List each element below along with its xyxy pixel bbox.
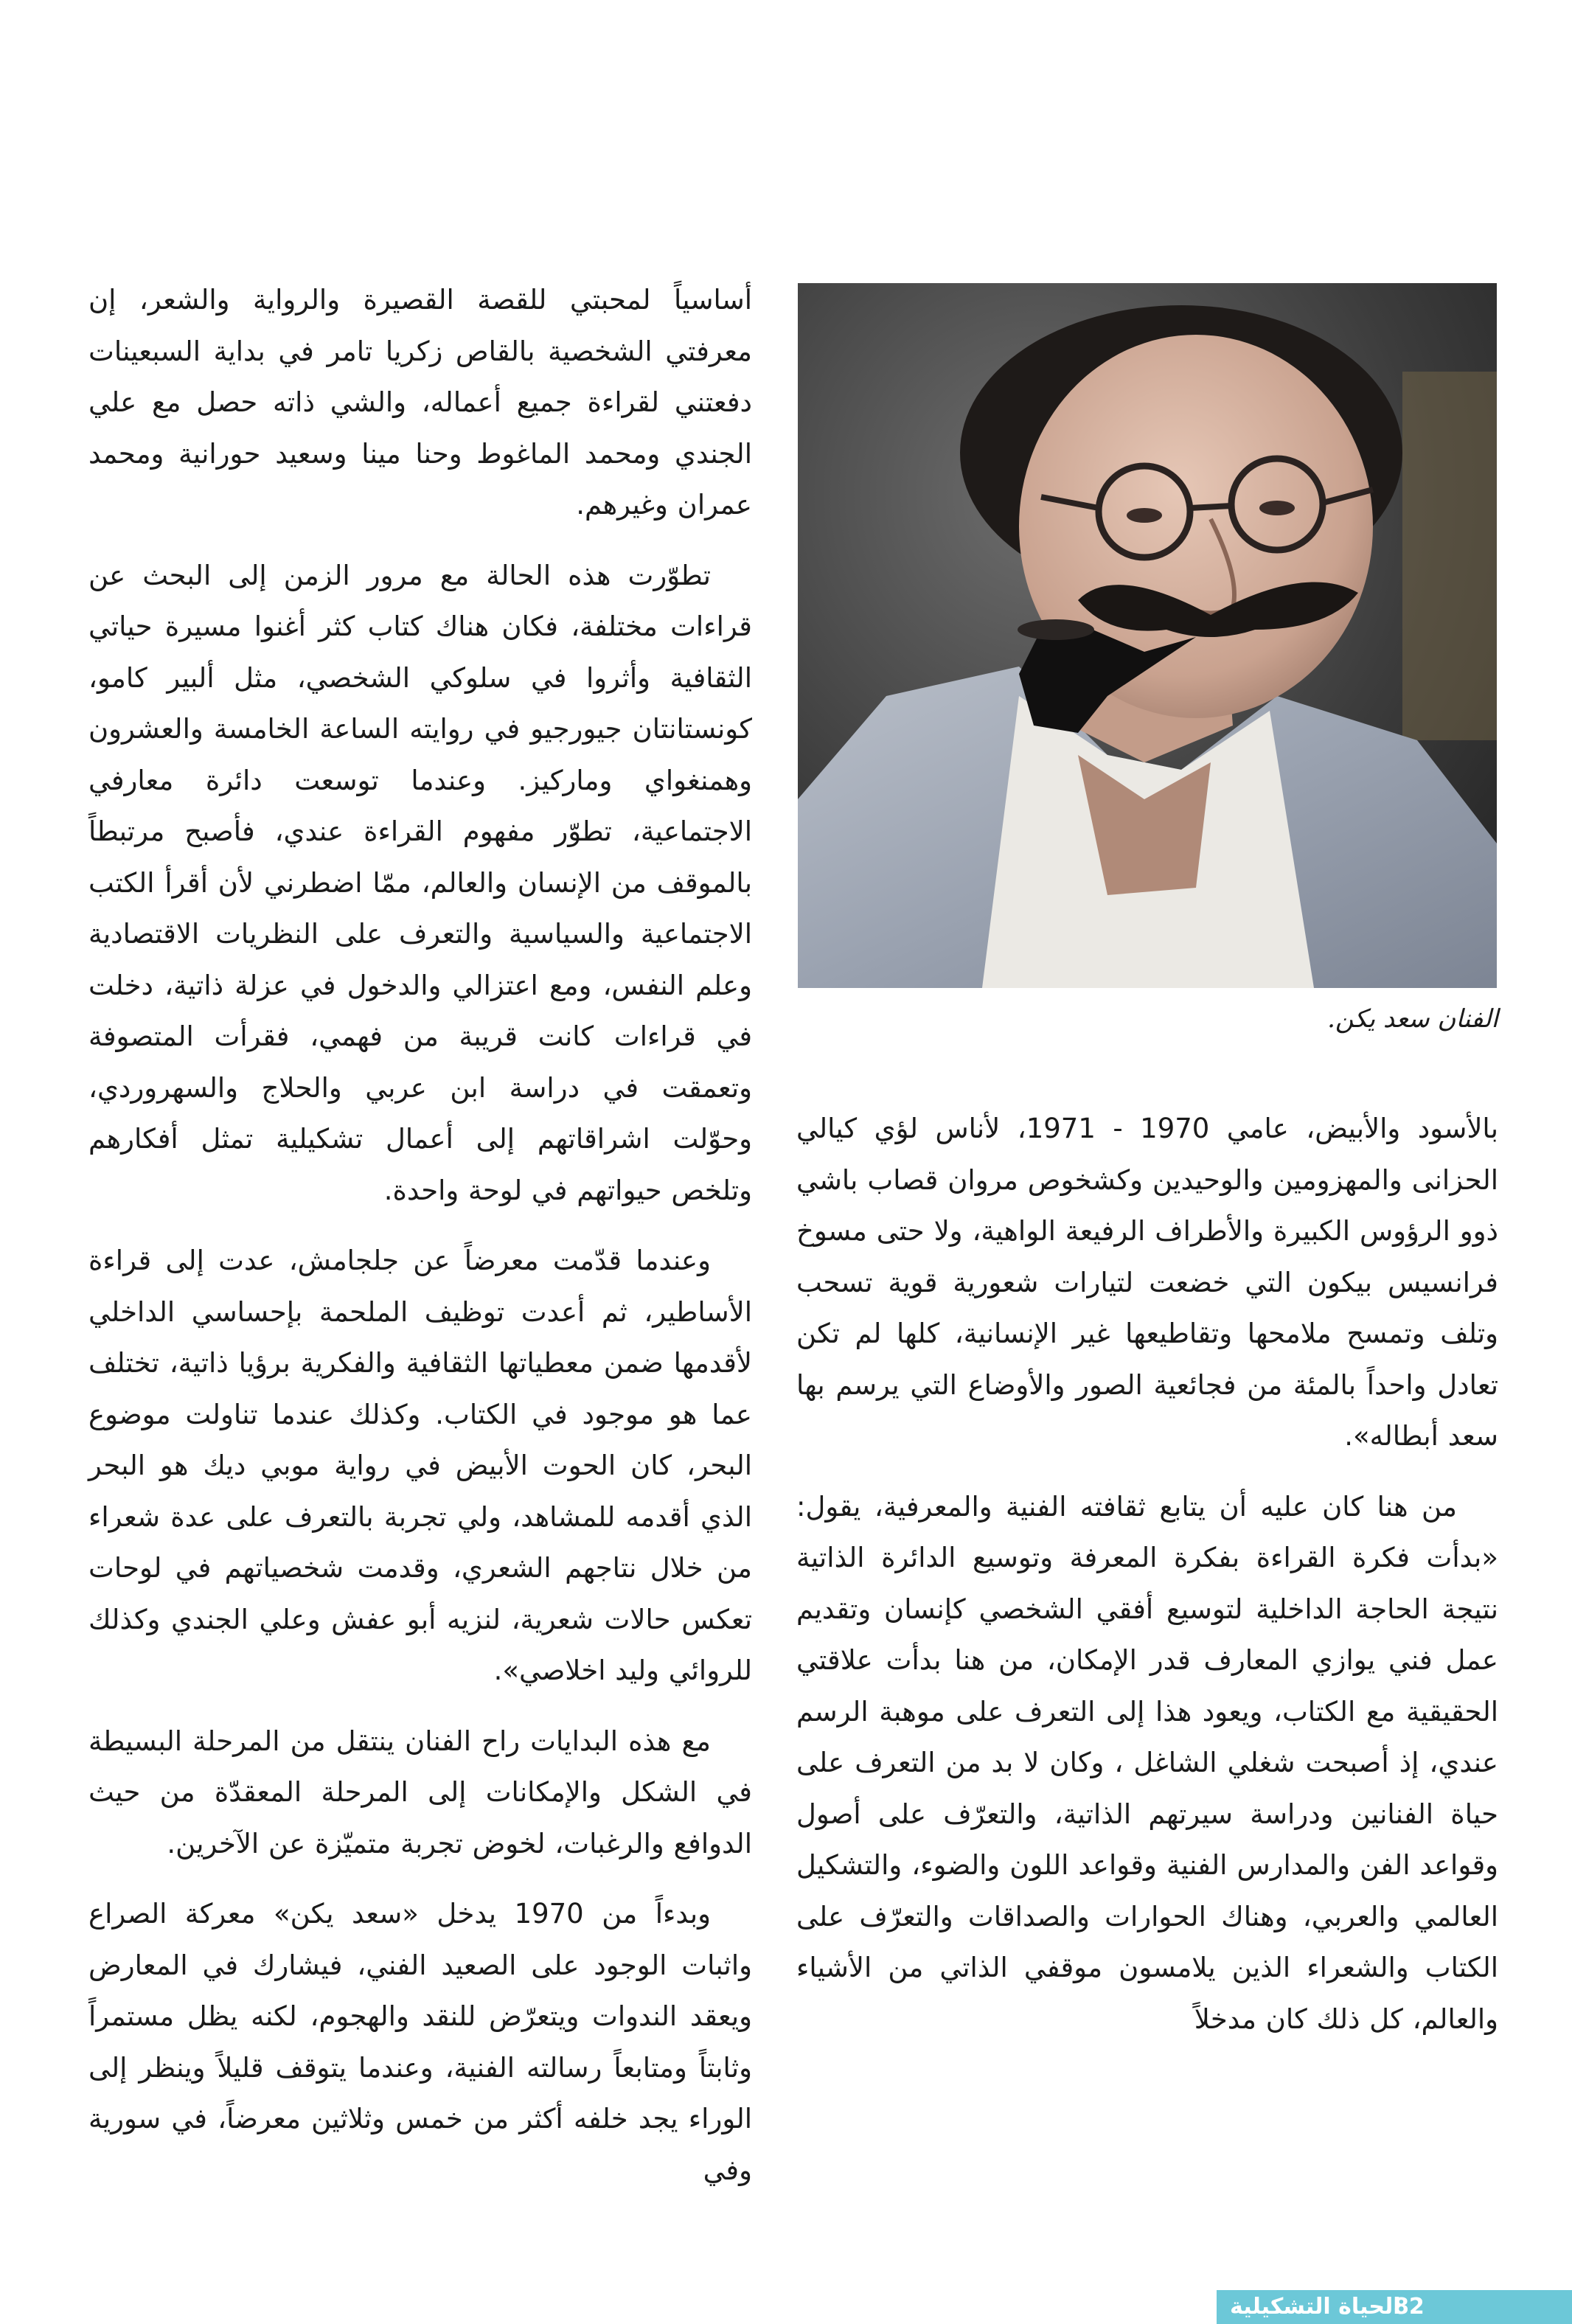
paragraph: مع هذه البدايات راح الفنان ينتقل من المرحلة البسيطة في الشكل والإمكانات إلى المرحلة المعقدّة من حيث الدوافع والرغبات، لخوض تجربة متميّزة عن الآخرين.	[88, 1725, 752, 1859]
paragraph: أساسياً لمحبتي للقصة القصيرة والرواية والشعر، إن معرفتي الشخصية بالقاص زكريا تامر في بداية السبعينات دفعتني لقراءة جميع أعماله، والشي ذاته حصل مع علي الجندي ومحمد الماغوط وحنا مينا وسعيد حورانية ومحمد عمران وغيرهم.	[88, 284, 752, 521]
page-number: 82	[1394, 2294, 1425, 2320]
left-column	[88, 274, 752, 2215]
paragraph: وبدءاً من 1970 يدخل «سعد يكن» معركة الصراع واثبات الوجود على الصعيد الفني، فيشارك في المعارض ويعقد الندوات ويتعرّض للنقد والهجوم، لكنه يظل مستمراً وثابتاً ومتابعاً رسالته الفنية، وعندما يتوقف قليلاً وينظر إلى الوراء يجد خلفه أكثر من خمس وثلاثين معرضاً، في سورية وفي	[88, 1898, 752, 2186]
artist-photo	[798, 283, 1497, 988]
photo-caption: الفنان سعد يكن.	[1327, 1004, 1498, 1034]
footer-section-title: الحياة التشكيلية	[1230, 2294, 1401, 2320]
paragraph: من هنا كان عليه أن يتابع ثقافته الفنية والمعرفية، يقول: «بدأت فكرة القراءة بفكرة المعرفة وتوسيع الدائرة الذاتية نتيجة الحاجة الداخلية لتوسيع أفقي الشخصي كإنسان وتقديم عمل فني يوازي المعارف قدر الإمكان، من هنا بدأت علاقتي الحقيقية مع الكتاب، ويعود هذا إلى التعرف على موهبة الرسم عندي، إذ أصبحت شغلي الشاغل ، وكان لا بد من التعرف على حياة الفنانين ودراسة سيرتهم الذاتية، والتعرّف على أصول وقواعد الفن والمدارس الفنية وقواعد اللون والضوء، والتشكيل العالمي والعربي، وهناك الحوارات والصداقات والتعرّف على الكتاب والشعراء الذين يلامسون موقفي الذاتي من الأشياء والعالم، كل ذلك كان مدخلاً	[796, 1490, 1498, 2035]
paragraph: وعندما قدّمت معرضاً عن جلجامش، عدت إلى قراءة الأساطير، ثم أعدت توظيف الملحمة بإحساسي الداخلي لأقدمها ضمن معطياتها الثقافية والفكرية برؤيا ذاتية، تختلف عما هو موجود في الكتاب. وكذلك عندما تناولت موضوع البحر، كان الحوت الأبيض في رواية موبي ديك هو البحر الذي أقدمه للمشاهد، ولي تجربة بالتعرف على عدة شعراء من خلال نتاجهم الشعري، وقدمت شخصياتهم في لوحات تعكس حالات شعرية، لنزيه أبو عفش وعلي الجندي وكذلك للروائي وليد اخلاصي».	[88, 1245, 752, 1686]
paragraph: تطوّرت هذه الحالة مع مرور الزمن إلى البحث عن قراءات مختلفة، فكان هناك كتاب كثر أغنوا مسيرة حياتي الثقافية وأثروا في سلوكي الشخصي، مثل ألبير كامو، كونستانتان جيورجيو في روايته الساعة الخامسة والعشرون وهمنغواي وماركيز. وعندما توسعت دائرة معارفي الاجتماعية، تطوّر مفهوم القراءة عندي، فأصبح مرتبطاً بالموقف من الإنسان والعالم، ممّا اضطرني لأن أقرأ الكتب الاجتماعية والسياسية والتعرف على النظريات الاقتصادية وعلم النفس، ومع اعتزالي والدخول في عزلة ذاتية، دخلت في قراءات كانت قريبة من فهمي، فقرأت المتصوفة وتعمقت في دراسة ابن عربي والحلاج والسهروردي، وحوّلت اشراقاتهم إلى أعمال تشكيلية تمثل أفكارهم وتلخص حيواتهم في لوحة واحدة.	[88, 559, 752, 1206]
right-column	[796, 1103, 1498, 2064]
paragraph: بالأسود والأبيض، عامي 1970 - 1971، لأناس لؤي كيالي الحزانى والمهزومين والوحيدين وكشخوص مروان قصاب باشي ذوو الرؤوس الكبيرة والأطراف الرفيعة الواهية، ولا حتى مسوخ فرانسيس بيكون التي خضعت لتيارات شعورية قوية تسحب وتلف وتمسح ملامحها وتقاطيعها غير الإنسانية، كلها لم تكن تعادل واحداً بالمئة من فجائعية الصور والأوضاع التي يرسم بها سعد أبطاله».	[796, 1113, 1498, 1452]
